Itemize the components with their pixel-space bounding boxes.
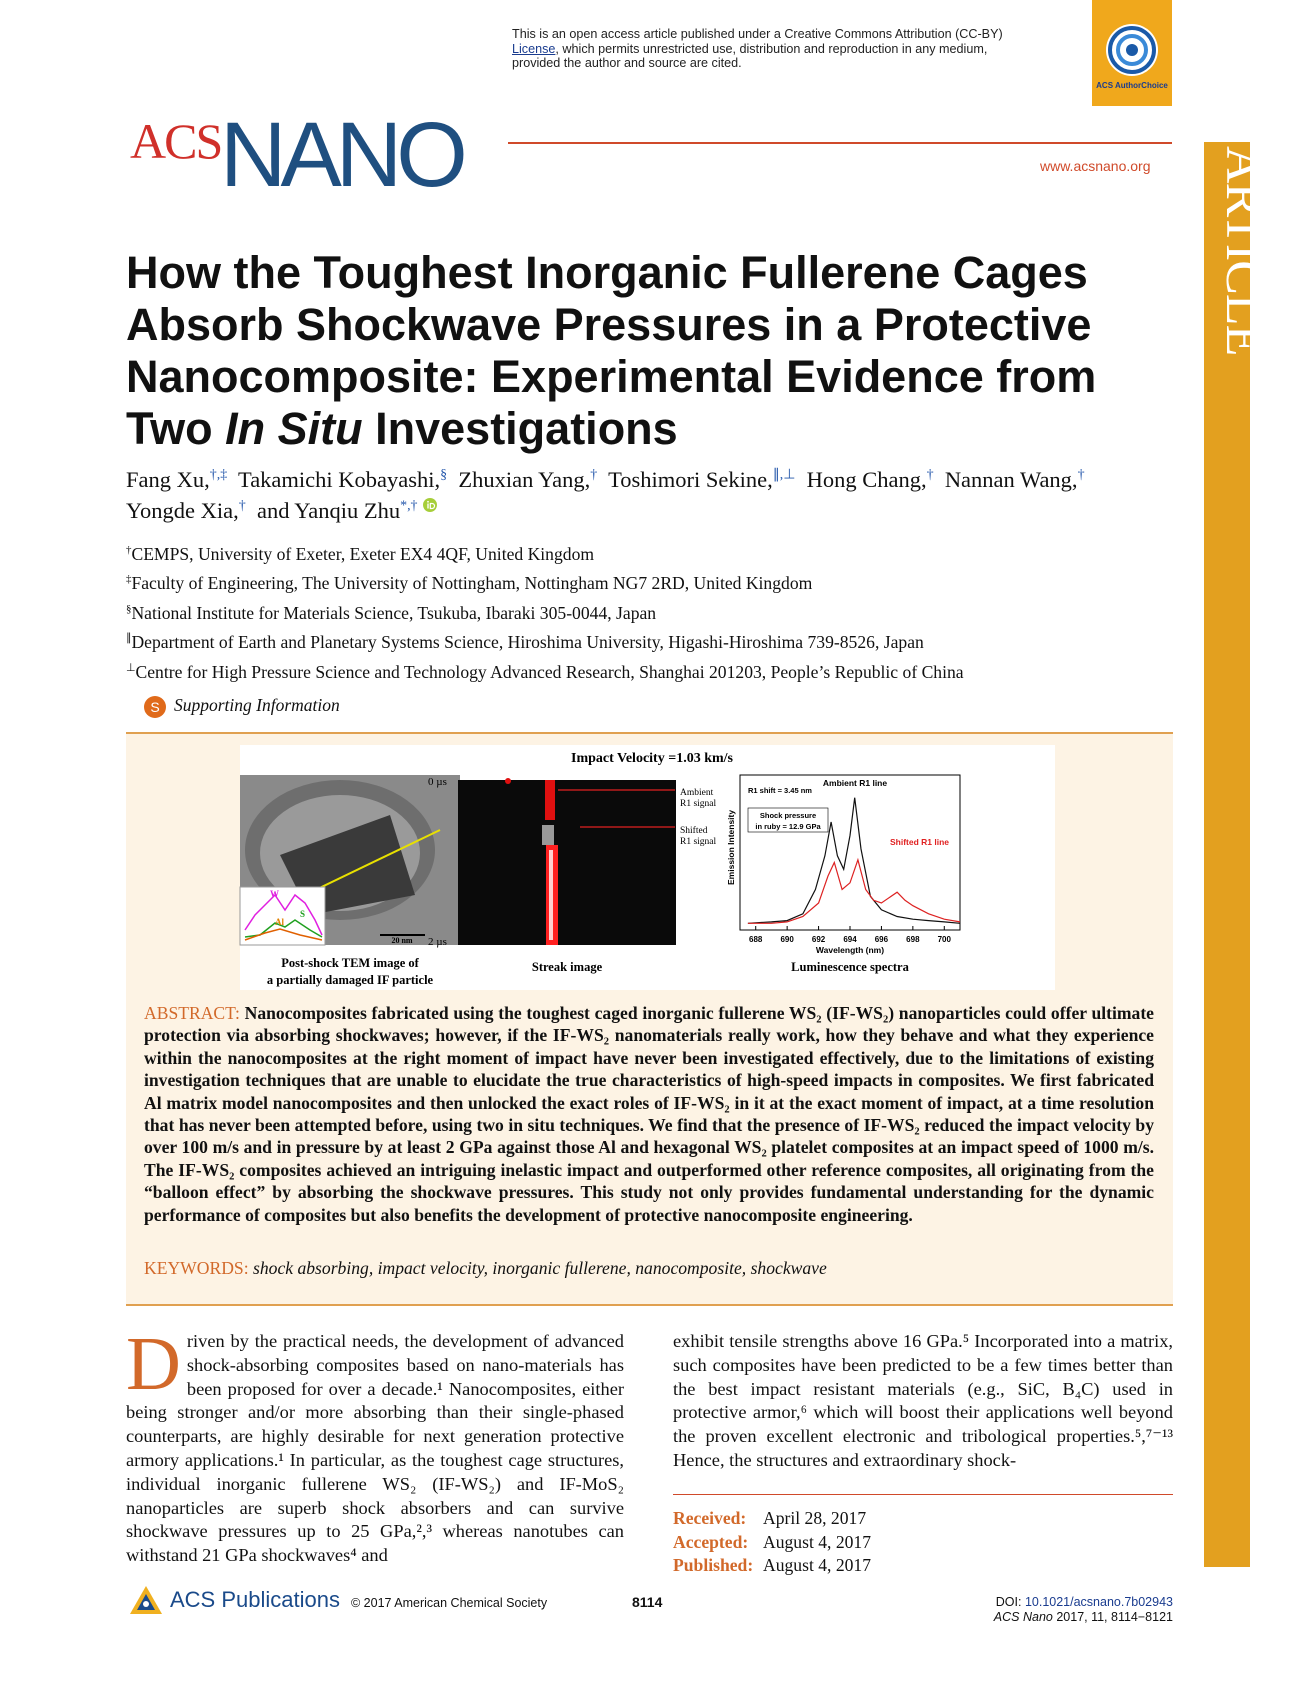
published-date: August 4, 2017: [763, 1555, 872, 1576]
doi-label: DOI:: [995, 1595, 1025, 1609]
author[interactable]: [238, 467, 447, 492]
body-column-2: [673, 1330, 1173, 1473]
title-line-4-pre: Two: [126, 403, 226, 454]
journal-url[interactable]: www.acsnano.org: [1040, 158, 1151, 174]
title-line-1: How the Toughest Inorganic Fullerene Cages: [126, 247, 1088, 298]
logo-acs-text: ACS: [130, 113, 222, 169]
author-list: [126, 464, 1186, 526]
affiliation-text: National Institute for Materials Science, Tsukuba, Ibaraki 305-0044, Japan: [131, 602, 657, 623]
caption-tem-line-2: a partially damaged IF particle: [266, 973, 434, 987]
citation-rest: 2017, 11, 8114−8121: [1052, 1610, 1173, 1624]
page-number: 8114: [632, 1594, 663, 1610]
inset-label: W: [270, 889, 279, 899]
drop-cap: D: [126, 1322, 181, 1406]
affiliation-text: CEMPS, University of Exeter, Exeter EX4 4QF, United Kingdom: [131, 544, 595, 564]
supporting-info-link[interactable]: Supporting Information: [174, 695, 340, 715]
supporting-info-icon[interactable]: S: [144, 696, 166, 718]
x-tick-label: 692: [811, 935, 826, 944]
author[interactable]: [126, 467, 227, 492]
affiliation-text: Faculty of Engineering, The University of Nottingham, Nottingham NG7 2RD, United Kingdom: [131, 573, 813, 594]
acs-publications-icon: [128, 1584, 164, 1621]
accepted-label: Accepted:: [673, 1531, 749, 1552]
author[interactable]: [126, 498, 246, 523]
ambient-signal-label-1: Ambient: [680, 788, 714, 798]
spectrum-plot-area: [740, 775, 960, 930]
author-name: Yongde Xia,: [126, 498, 239, 523]
affiliation: [126, 569, 1186, 598]
affiliation-text: Centre for High Pressure Science and Technology Advanced Research, Shanghai 201203, People’s Republic of China: [135, 661, 964, 682]
title-line-4: [126, 403, 1176, 455]
author[interactable]: [257, 498, 418, 523]
authorchoice-icon: [1092, 0, 1172, 106]
streak-image: [458, 778, 676, 945]
affiliation: [126, 540, 1186, 569]
header-rule: [508, 142, 1172, 144]
orcid-icon[interactable]: [423, 498, 437, 512]
citation-journal: ACS Nano: [993, 1610, 1053, 1624]
body-column-1: [126, 1322, 624, 1568]
caption-lum: Luminescence spectra: [791, 960, 909, 974]
author-marks: ∥,⊥: [772, 467, 796, 483]
license-line-1: This is an open access article published under a Creative Commons Attribution (CC-BY): [512, 27, 1003, 41]
toc-graphic: [240, 745, 1055, 990]
license-notice: [512, 27, 1082, 71]
author-name: and Yanqiu Zhu: [256, 498, 401, 523]
article-label-text: ARTICLE: [1215, 146, 1272, 356]
affiliation: [126, 658, 1186, 687]
tem-image: [240, 775, 460, 945]
author-name: Nannan Wang,: [944, 467, 1078, 492]
pressure-label-1: Shock pressure: [759, 811, 817, 820]
toc-top-title: Impact Velocity =1.03 km/s: [571, 751, 733, 766]
license-line-2-text: , which permits unrestricted use, distribution and reproduction in any medium,: [555, 41, 988, 56]
spectrum-y-label: Emission Intensity: [726, 809, 736, 885]
license-line-3: provided the author and source are cited.: [512, 56, 742, 71]
body-column-2-text: exhibit tensile strengths above 16 GPa.⁵ Incorporated into a matrix, such composites have been predicted to be a few times better than the best impact resistant materials (e.g., SiC, B₄C) used in protective armor,⁶ which will boost their applications well beyond the proven excellent electronic and tribological properties.⁵,⁷⁻¹³ Hence, the structures and extraordinary shock-: [673, 1331, 1173, 1470]
affiliation-mark: ‡: [126, 573, 132, 586]
acs-authorchoice-badge[interactable]: [1092, 0, 1172, 106]
author-marks: *,†: [400, 498, 418, 514]
scale-bar-label: 20 nm: [391, 936, 413, 945]
accepted-date: August 4, 2017: [763, 1531, 872, 1552]
citation-line: [960, 1610, 1173, 1625]
dates-rule: [673, 1494, 1173, 1495]
shifted-signal-label-2: R1 signal: [680, 837, 717, 847]
r1-shift-label: R1 shift = 3.45 nm: [748, 786, 812, 795]
inset-label: Al: [275, 917, 284, 927]
logo-nano-text: NANO: [220, 104, 462, 206]
author[interactable]: [807, 467, 934, 492]
caption-streak: Streak image: [531, 960, 603, 974]
author-name: Hong Chang,: [806, 467, 927, 492]
keywords-text: shock absorbing, impact velocity, inorganic fullerene, nanocomposite, shockwave: [253, 1258, 827, 1278]
published-row: [673, 1554, 871, 1578]
author-marks: †: [238, 498, 246, 514]
affiliation-list: [126, 540, 1186, 687]
author-name: Fang Xu,: [126, 467, 210, 492]
affiliation: [126, 628, 1186, 657]
abstract: [144, 1002, 1154, 1226]
author-name: Takamichi Kobayashi,: [238, 467, 441, 492]
acs-nano-logo: [128, 100, 508, 206]
title-line-3: Nanocomposite: Experimental Evidence from: [126, 351, 1097, 402]
x-tick-label: 700: [937, 935, 951, 944]
pressure-label-2: in ruby = 12.9 GPa: [755, 822, 821, 831]
x-tick-label: 690: [780, 935, 794, 944]
author-marks: †,‡: [209, 467, 228, 483]
author[interactable]: [458, 467, 597, 492]
shifted-signal-label-1: Shifted: [680, 826, 708, 836]
title-line-4-em: In Situ: [225, 403, 363, 454]
author[interactable]: [608, 467, 795, 492]
abstract-label: ABSTRACT:: [144, 1003, 240, 1023]
doi-citation: [960, 1595, 1173, 1625]
received-row: [673, 1507, 871, 1531]
affiliation-mark: ⊥: [126, 661, 136, 674]
spectrum-x-label: Wavelength (nm): [815, 945, 885, 955]
affiliation-mark: †: [126, 544, 132, 557]
keywords-label: KEYWORDS:: [144, 1258, 249, 1278]
time-start-label: 0 µs: [428, 776, 447, 788]
author-name: Zhuxian Yang,: [458, 467, 591, 492]
author-marks: †: [590, 467, 598, 483]
legend-shifted-line: Shifted R1 line: [890, 837, 950, 847]
received-label: Received:: [673, 1508, 747, 1528]
x-tick-label: 696: [874, 935, 889, 944]
license-line-2: [512, 42, 1082, 57]
title-line-2: Absorb Shockwave Pressures in a Protective: [126, 299, 1092, 350]
doi-link[interactable]: 10.1021/acsnano.7b02943: [1024, 1595, 1173, 1609]
author-name: Toshimori Sekine,: [608, 467, 773, 492]
article-dates: [673, 1507, 871, 1578]
author-marks: †: [926, 467, 934, 483]
affiliation: [126, 599, 1186, 628]
acs-publications-text[interactable]: ACS Publications: [170, 1587, 340, 1612]
legend-ambient-line: Ambient R1 line: [822, 778, 888, 788]
affiliation-text: Department of Earth and Planetary Systems Science, Hiroshima University, Higashi-Hiroshima 739-8526, Japan: [131, 632, 924, 653]
license-link[interactable]: License: [512, 41, 556, 56]
author-marks: §: [440, 467, 448, 483]
article-title: [126, 247, 1176, 455]
author[interactable]: [945, 467, 1085, 492]
inset-label: S: [300, 909, 306, 919]
received-date: April 28, 2017: [763, 1508, 867, 1528]
ambient-signal-label-2: R1 signal: [680, 799, 717, 809]
affiliation-mark: ∥: [126, 632, 132, 645]
keywords: [144, 1258, 1154, 1279]
x-tick-label: 688: [749, 935, 763, 944]
x-tick-label: 698: [906, 935, 920, 944]
badge-text: ACS AuthorChoice: [1096, 81, 1168, 90]
x-tick-label: 694: [843, 935, 857, 944]
accepted-row: [673, 1531, 871, 1555]
time-end-label: 2 µs: [428, 936, 447, 948]
affiliation-mark: §: [126, 602, 132, 615]
abstract-text: Nanocomposites fabricated using the toughest caged inorganic fullerene WS₂ (IF-WS₂) nanoparticles could offer ultimate protection via absorbing shockwaves; however, if the IF-WS₂ nanomaterials really work, how they behave and what they experience within the nanocomposites at the right moment of impact have never been investigated effectively, due to the limitations of existing investigation techniques that are unable to elucidate the true characteristics of high-speed impacts in composites. We first fabricated Al matrix model nanocomposites and then unlocked the exact roles of IF-WS₂ in it at the exact moment of impact, at a time resolution that has never been attempted before, using two in situ techniques. We find that the presence of IF-WS₂ reduced the impact velocity by over 100 m/s and in pressure by at least 2 GPa against those Al and hexagonal WS₂ platelet composites at an impact speed of 1000 m/s. The IF-WS₂ composites achieved an intriguing inelastic impact and outperformed other reference composites, all originating from the “balloon effect” by absorbing the shockwave pressures. This study not only provides fundamental understanding for the dynamic performance of composites but also benefits the development of protective nanocomposite engineering.: [144, 1003, 1154, 1225]
copyright: © 2017 American Chemical Society: [351, 1596, 548, 1610]
author-marks: †: [1077, 467, 1085, 483]
body-column-1-text: riven by the practical needs, the development of advanced shock-absorbing composites based on nano-materials has been proposed for over a decade.¹ Nanocomposites, either being stronger and/or more absorbing than their single-phased counterparts, are highly desirable for next generation protective armory applications.¹ In particular, as the toughest cage structures, individual inorganic fullerene WS₂ (IF-WS₂) and IF-MoS₂ nanoparticles are superb shock absorbers and can survive shockwave pressures up to 25 GPa,²,³ whereas nanotubes can withstand 21 GPa shockwaves⁴ and: [126, 1331, 624, 1566]
caption-tem-line-1: Post-shock TEM image of: [281, 956, 419, 970]
doi-line: [960, 1595, 1173, 1610]
article-label: [1203, 142, 1272, 382]
published-label: Published:: [673, 1555, 754, 1576]
title-line-4-post: Investigations: [362, 403, 678, 454]
